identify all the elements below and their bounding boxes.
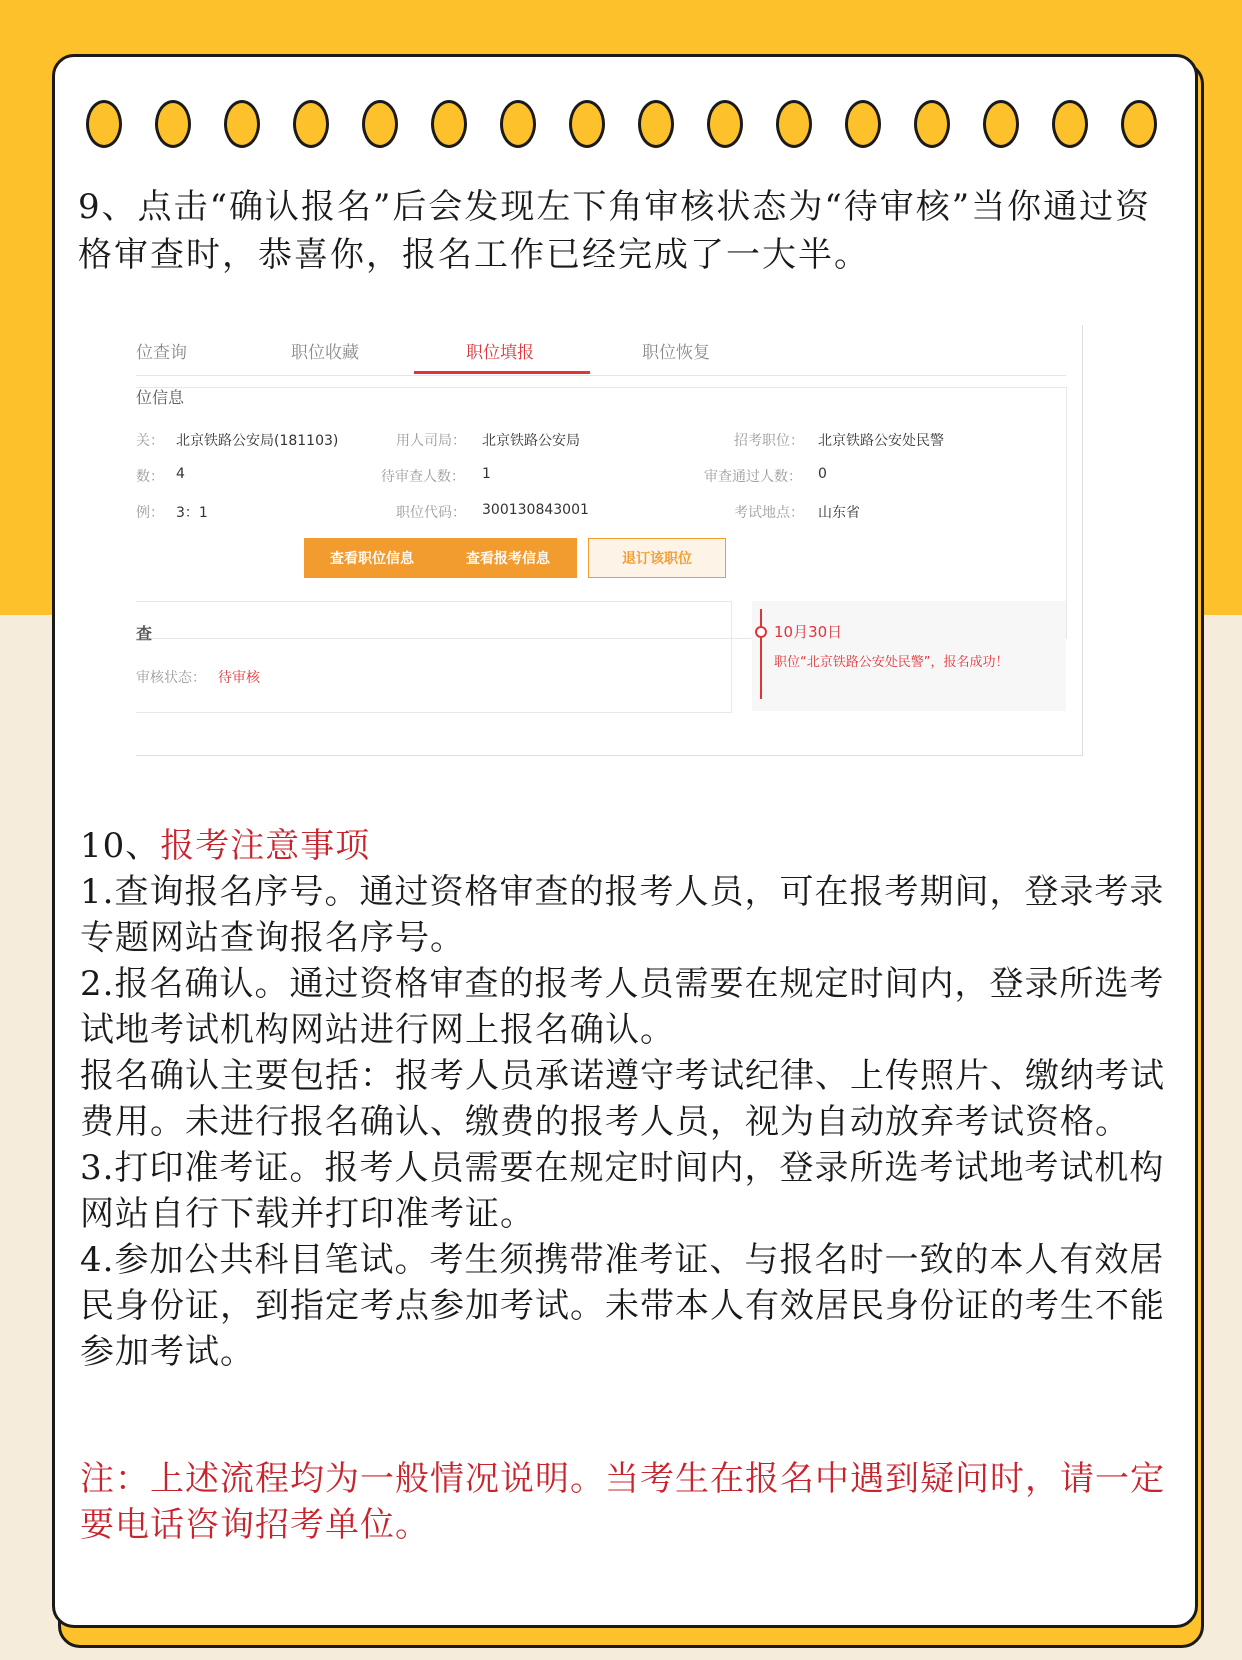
binder-ring [1121, 100, 1157, 148]
note-item: 1.查询报名序号。通过资格审查的报考人员，可在报考期间，登录考录专题网站查询报名序号。 [80, 872, 1165, 958]
audit-title: 查 [136, 624, 153, 643]
field-label: 考试地点： [734, 505, 804, 521]
section10-number: 10、 [80, 826, 161, 866]
field-value: 北京铁路公安处民警 [818, 433, 944, 449]
field-value: 北京铁路公安局 [482, 433, 580, 449]
section10-heading [80, 823, 1170, 869]
binder-ring [638, 100, 674, 148]
field-label: 职位代码： [396, 505, 466, 521]
binder-ring [293, 100, 329, 148]
tab-position-query[interactable]: 位查询 [136, 343, 187, 363]
section10-notes [80, 823, 1170, 1375]
binder-ring [431, 100, 467, 148]
binder-ring [914, 100, 950, 148]
field-label: 招考职位： [734, 433, 804, 449]
binder-ring [983, 100, 1019, 148]
field-value: 300130843001 [482, 502, 589, 518]
timeline-date: 10月30日 [774, 623, 843, 641]
note-item: 4.参加公共科目笔试。考生须携带准考证、与报名时一致的本人有效居民身份证，到指定考点参加考试。未带本人有效居民身份证的考生不能参加考试。 [80, 1240, 1165, 1372]
field-value: 0 [818, 466, 827, 482]
binder-ring [1052, 100, 1088, 148]
position-info-title: 位信息 [136, 388, 185, 407]
audit-panel [136, 601, 732, 713]
field-label: 数： [136, 469, 164, 485]
binder-ring [569, 100, 605, 148]
view-application-info-button[interactable]: 查看报考信息 [439, 538, 577, 578]
unsubscribe-position-button[interactable]: 退订该职位 [588, 538, 726, 578]
binder-ring [845, 100, 881, 148]
timeline-line [760, 609, 762, 699]
field-label: 用人司局： [396, 433, 466, 449]
field-label: 待审查人数： [381, 469, 465, 485]
section10-title: 报考注意事项 [160, 826, 371, 866]
note-item: 3.打印准考证。报考人员需要在规定时间内，登录所选考试地考试机构网站自行下载并打印准考证。 [80, 1148, 1165, 1234]
binder-ring [362, 100, 398, 148]
field-value: 4 [176, 466, 185, 482]
embedded-screenshot [136, 325, 1083, 756]
binder-ring [224, 100, 260, 148]
tab-position-restore[interactable]: 职位恢复 [642, 343, 710, 363]
timeline-panel [752, 601, 1066, 711]
audit-status-value: 待审核 [218, 670, 260, 686]
field-label: 例： [136, 505, 164, 521]
binder-ring [86, 100, 122, 148]
tab-position-favorites[interactable]: 职位收藏 [291, 343, 359, 363]
field-value: 北京铁路公安局(181103) [176, 433, 339, 449]
tab-bar [136, 325, 1066, 376]
note-item: 报名确认主要包括：报考人员承诺遵守考试纪律、上传照片、缴纳考试费用。未进行报名确认、缴费的报考人员，视为自动放弃考试资格。 [80, 1056, 1165, 1142]
step9-text: 9、点击“确认报名”后会发现左下角审核状态为“待审核”当你通过资格审查时，恭喜你，报名工作已经完成了一大半。 [78, 187, 1152, 275]
field-label: 关： [136, 433, 164, 449]
timeline-dot [755, 626, 767, 638]
binder-ring [707, 100, 743, 148]
remark-note: 注：上述流程均为一般情况说明。当考生在报名中遇到疑问时，请一定要电话咨询招考单位。 [80, 1459, 1165, 1545]
field-value: 3：1 [176, 505, 208, 521]
tab-position-apply[interactable]: 职位填报 [466, 343, 534, 363]
field-label: 审查通过人数： [704, 469, 802, 485]
field-value: 山东省 [818, 505, 860, 521]
timeline-message: 职位“北京铁路公安处民警”，报名成功！ [774, 655, 1009, 670]
view-position-info-button[interactable]: 查看职位信息 [304, 538, 440, 578]
active-tab-indicator [414, 371, 590, 374]
binder-rings [86, 100, 1176, 154]
audit-status-label: 审核状态： [136, 670, 206, 686]
binder-ring [155, 100, 191, 148]
note-item: 2.报名确认。通过资格审查的报考人员需要在规定时间内，登录所选考试地考试机构网站进行网上报名确认。 [80, 964, 1165, 1050]
field-value: 1 [482, 466, 491, 482]
binder-ring [500, 100, 536, 148]
binder-ring [776, 100, 812, 148]
